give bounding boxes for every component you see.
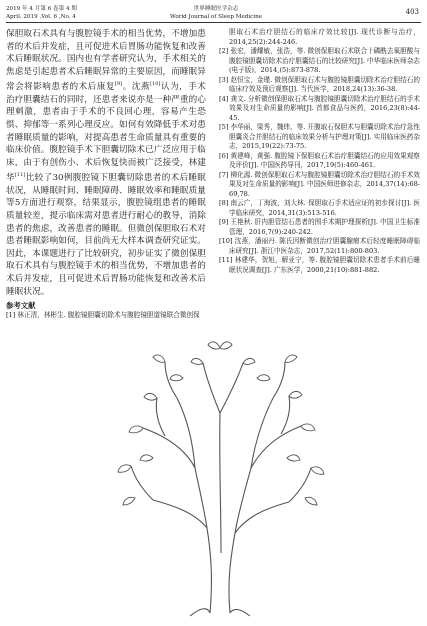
header-issue-chinese: 2019 年 4 月第 6 卷第 4 期	[6, 6, 77, 12]
paragraph-text: 比较了30例腹腔镜下胆囊切除患者的术后睡眠状况，从睡眠时间、睡眠障碍、睡眠效率和睡眠质量等5方面进行观察，结果显示，腹腔镜组患者的睡眠质量较差，提示临床需对患者进行耐心的教导，消除患者的焦虑，改善患者的睡眠。但微创保胆取石术对患者睡眠影响如何，目前尚无大样本调查研究证实。因此，本课题进行了比较研究，初步证实了微创保胆取石术具有与腹腔镜手术的相当优势，不增加患者的术后并发症，且可促进术后胃肠功能恢复和改善术后睡眠状况。	[6, 173, 206, 297]
paragraph-text: 。沈燕	[122, 82, 150, 93]
paragraph-text: 保胆取石术具有与腹腔镜手术的相当优势，不增加患者的术后并发症，且可促进术后胃肠功能恢复和改善术后睡眠状况。国内也有学者研究认为，手术相关的焦虑是引起患者术后睡眠异常的主要原因，而睡眠异常会将影响患者的术后康复	[6, 29, 206, 93]
tree-illustration	[95, 318, 345, 618]
citation: [11]	[14, 172, 26, 179]
reference-item: [2] 张宏，潘耀敏，张浩，等. 微创保胆取石术联合十磷酰去氧胆酸与腹腔镜胆囊切除术治疗胆囊结石的比较研究[J]. 中华临床医师杂志(电子版)，2014,(5):873-878.	[219, 47, 420, 74]
citation: [10]	[149, 81, 161, 88]
reference-item: [6] 黄建峰，黄强. 腹腔镜下保胆取石术治疗胆囊结石的应用效果观察及评价[J]. 中国医药导刊，2017,19(5):460-461.	[219, 151, 420, 169]
body-paragraph	[6, 28, 206, 298]
page-header	[6, 5, 421, 27]
right-column	[219, 28, 420, 275]
header-title-chinese: 世界睡眠医学杂志	[193, 6, 239, 12]
reference-item: [11] 林建华，贺旭，解亚宁，等. 腹腔镜胆囊切除术患者手术前后睡眠状况调查[J]. 广东医学，2000,21(10):881-882.	[219, 256, 420, 274]
reference-item: [3] 赵恒宝，金瑾. 微创保胆取石术与腹腔镜胆囊切除术治疗胆结石的临床疗效及预后观察[J]. 当代医学，2018,24(13):36-38.	[219, 75, 420, 93]
page-number: 403	[405, 8, 419, 16]
header-journal-title	[116, 5, 316, 21]
reference-item: [9] 王艳秋. 肝内胆管结石患者的围手术期护理探析[J]. 中国卫生标准管理，2016,7(9):240-242.	[219, 218, 420, 236]
citation: [9]	[114, 81, 123, 88]
reference-item: [8] 南云广，丁海波，刘大林. 保胆取石手术适应证的初步探讨[J]. 医学临床研究，2014,31(3):513-516.	[219, 199, 420, 217]
reference-item: [4] 龚文. 分析微创保胆取石术与腹腔镜胆囊切除术治疗胆结石的手术效果及对生命质量的影响[J]. 首都食品与医药，2016,23(8):44-45.	[219, 94, 420, 122]
reference-item: [10] 沈燕，潘丽丹. 陈氏因断微创治疗胆囊腺瘤术后轻度睡眠障碍临床研究[J]. 浙江中医杂志，2017,52(11):800-803.	[219, 237, 420, 255]
reference-item: 胆取石术治疗胆结石的临床疗效比较[J]. 现代诊断与治疗，2014,25(2):244-246.	[229, 28, 420, 46]
paragraph-text: 认为，手术治疗胆囊结石的同时，还患者来说亦是一种严重的心理刺激，患者由于手术的不良回心理，容易产生恐惧、抑郁等一系列心理反应。如何有效降低手术对患者睡眠质量的影响，对提高患者生命质量具有重要的临床价值。腹腔镜手术下胆囊切除术已广泛应用于临床，由于有创伤小、术后恢复快而被广泛接受，林建华	[6, 82, 206, 184]
header-journal-issue	[6, 5, 77, 21]
reference-item: [5] 李华丽，梁秀，魏炜，等. 开腹取石保胆术与胆囊切除术治疗急性胆囊炎合并胆结石的临床效果分析与护理对策[J]. 实用临床医药杂志，2015,19(22):73-75.	[219, 123, 420, 150]
header-rule	[6, 22, 421, 23]
header-issue-english: April. 2019 ,Vol. 6 ,No. 4	[6, 14, 76, 20]
references-heading: 参考文献	[6, 301, 36, 311]
left-column	[6, 28, 206, 321]
reference-item: [7] 柳化源. 微创保胆取石术与腹腔镜胆囊切除术治疗胆结石的手术效果及对生命质量的影响[J]. 中国医师进修杂志，2014,37(14):68-69,78.	[219, 170, 420, 198]
reference-item: [1] 林正清，林彬生. 腹腔镜胆囊切除术与腹腔镜胆道镜联合微创保	[6, 311, 200, 320]
header-title-english: World Journal of Sleep Medicine	[169, 14, 262, 20]
